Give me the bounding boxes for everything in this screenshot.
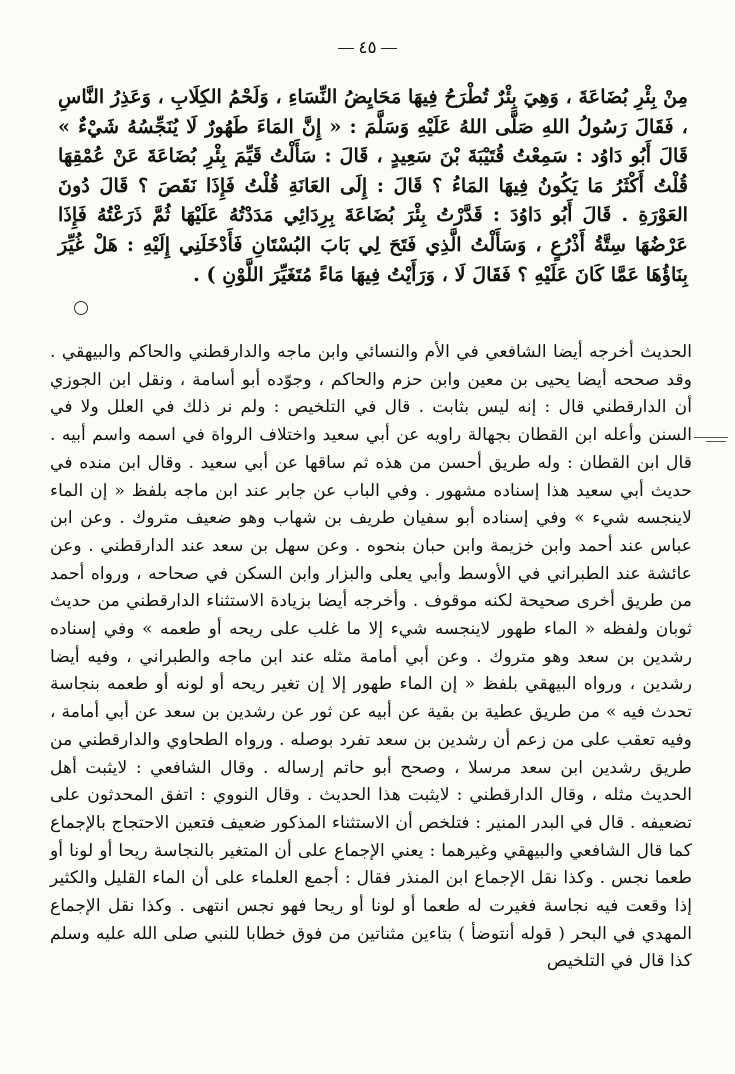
page-number-dash-left (338, 48, 354, 49)
commentary-text-block (50, 339, 692, 976)
margin-line-short (706, 441, 726, 442)
commentary-text: الحديث أخرجه أيضا الشافعي في الأم والنسائي وابن ماجه والدارقطني والحاكم والبيهقي . وقد صححه أيضا يحيى بن معين وابن حزم والحاكم ، وجوّده أبو أسامة ، ونقل ابن الجوزي أن الدارقطني قال : إنه ليس بثابت . قال في التلخيص : ولم نر ذلك في العلل ولا في السنن وأعله ابن القطان بجهالة راويه عن أبي سعيد واختلاف الرواة في اسمه واسم أبيه . قال ابن القطان : وله طريق أحسن من هذه ثم ساقها عن أبي سعيد . وقال ابن منده في حديث أبي سعيد هذا إسناده مشهور . وفي الباب عن جابر عند ابن ماجه بلفظ « إن الماء لاينجسه شيء » وفي إسناده أبو سفيان طريف بن شهاب وهو ضعيف متروك . وعن ابن عباس عند أحمد وابن خزيمة وابن حبان بنحوه . وعن سهل بن سعد عند الدارقطني . وعن عائشة عند الطبراني في الأوسط وأبي يعلى والبزار وابن السكن في صحاحه ، ورواه أحمد من طريق أخرى صحيحة لكنه موقوف . وأخرجه أيضا بزيادة الاستثناء الدارقطني من حديث ثوبان ولفظه « الماء طهور لاينجسه شيء إلا ما غلب على ريحه أو طعمه » وفي إسناده رشدين بن سعد وهو متروك . وعن أبي أمامة مثله عند ابن ماجه والطبراني ، وفيه أيضا رشدين ، ورواه البيهقي بلفظ « إن الماء طهور إلا إن تغير ريحه أو لونه أو طعمه بنجاسة تحدث فيه » من طريق عطية بن بقية عن أبيه عن ثور عن رشدين بن سعد عن أبي أمامة ، وفيه تعقب على من زعم أن رشدين بن سعد تفرد بوصله . ورواه الطحاوي والدارقطني من طريق رشدين ابن سعد مرسلا ، وصحح أبو حاتم إرساله . وقال الشافعي : لايثبت أهل الحديث مثله ، وقال الدارقطني : لايثبت هذا الحديث . وقال النووي : اتفق المحدثون على تضعيفه . قال في البدر المنير : فتلخص أن الاستثناء المذكور ضعيف فتعين الاحتجاج بالإجماع كما قال الشافعي والبيهقي وغيرهما : يعني الإجماع على أن المتغير بالنجاسة ريحا أو لونا أو طعما نجس . وكذا نقل الإجماع ابن المنذر فقال : أجمع العلماء على أن الماء القليل والكثير إذا وقعت فيه نجاسة فغيرت له طعما أو لونا أو ريحا فهو نجس انتهى . وكذا نقل الإجماع المهدي في البحر ( قوله أنتوضأ ) بتاءين مثناتين من فوق خطابا للنبي صلى الله عليه وسلم كذا قال في التلخيص (50, 342, 692, 972)
hadith-text-block (58, 82, 688, 289)
hadith-text: مِنْ بِئْرِ بُضَاعَةَ ، وَهِيَ بِئْرٌ تُطْرَحُ فِيهَا مَحَايِضُ النِّسَاءِ ، وَلَحْمُ الكِلَابِ ، وَعَذِرُ النَّاسِ ، فَقَالَ رَسُولُ اللهِ صَلَّى اللهُ عَلَيْهِ وَسَلَّمَ : « إِنَّ المَاءَ طَهُورٌ لَا يُنَجِّسُهُ شَيْءٌ » قَالَ أَبُو دَاوُد : سَمِعْتُ قُتَيْبَةَ بْنَ سَعِيدٍ ، قَالَ : سَأَلْتُ قَيِّمَ بِئْرِ بُضَاعَةَ عَنْ عُمْقِهَا قُلْتُ أَكْثَرُ مَا يَكُونُ فِيهَا المَاءُ ؟ قَالَ : إِلَى العَانَةِ قُلْتُ فَإِذَا نَقَصَ ؟ قَالَ دُونَ العَوْرَةِ . قَالَ أَبُو دَاوُدَ : قَدَّرْتُ بِئْرَ بُضَاعَةَ بِرِدَائِي مَدَدْتُهُ عَلَيْهَا ثُمَّ ذَرَعْتُهُ فَإِذَا عَرْضُهَا سِتَّةُ أَذْرُعٍ ، وَسَأَلْتُ الَّذِي فَتَحَ لِي بَابَ البُسْتَانِ فَأَدْخَلَنِي إِلَيْهِ : هَلْ غُيِّرَ بِنَاؤُهَا عَمَّا كَانَ عَلَيْهِ ؟ فَقَالَ لَا ، وَرَأَيْتُ فِيهَا مَاءً مُتَغَيِّرَ اللَّوْنِ ) . (58, 85, 688, 286)
page-number-dash-right (381, 48, 397, 49)
margin-line (694, 437, 728, 438)
end-of-section-mark (74, 301, 88, 315)
page-number-text: ٤٥ (358, 38, 377, 58)
page-number (0, 38, 735, 58)
